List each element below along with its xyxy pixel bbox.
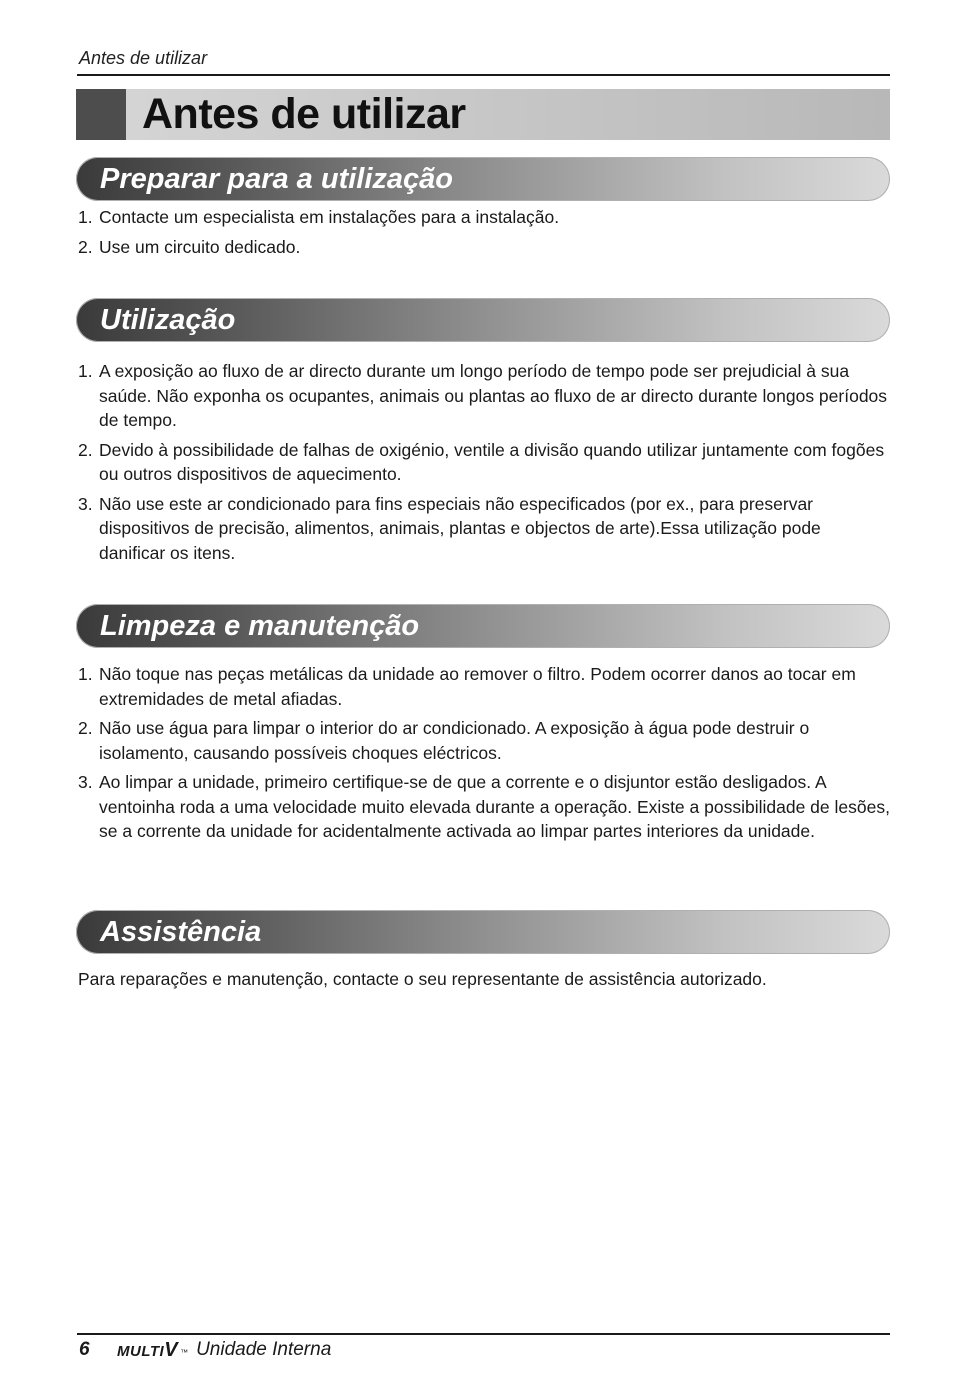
list-item xyxy=(78,359,890,433)
title-block-accent xyxy=(76,89,126,140)
list-item-number: 2. xyxy=(78,718,93,738)
page-title-bar xyxy=(76,89,890,140)
assistencia-paragraph: Para reparações e manutenção, contacte o seu representante de assistência autorizado. xyxy=(78,969,767,989)
footer-rule xyxy=(77,1333,890,1335)
list-item-number: 1. xyxy=(78,664,93,684)
section-list-utilizacao xyxy=(78,359,890,570)
footer xyxy=(79,1337,331,1363)
section-header-utilizacao xyxy=(76,298,890,342)
list-item-text: Devido à possibilidade de falhas de oxigénio, ventile a divisão quando utilizar juntamente com fogões ou outros dispositivos de aquecimento. xyxy=(99,439,885,484)
section-header-assistencia xyxy=(76,910,890,954)
header-rule xyxy=(77,74,890,76)
list-item-text: Não use este ar condicionado para fins especiais não especificados (por ex., para preservar dispositivos de precisão, alimentos, animais, plantas e objectos de arte).Essa utilização pode danificar os itens. xyxy=(99,493,821,563)
section-title: Limpeza e manutenção xyxy=(100,610,420,642)
list-item-text: Não toque nas peças metálicas da unidade ao remover o filtro. Podem ocorrer danos ao tocar em extremidades de metal afiadas. xyxy=(99,664,856,709)
list-item-number: 1. xyxy=(78,207,93,227)
logo-text: MULTI xyxy=(117,1342,165,1360)
section-header-limpeza xyxy=(76,604,890,648)
page-number: 6 xyxy=(79,1339,90,1360)
section-list-preparar xyxy=(78,205,890,264)
multi-v-logo xyxy=(117,1339,178,1362)
list-item-text: Contacte um especialista em instalações para a instalação. xyxy=(99,207,560,227)
unit-label: Unidade Interna xyxy=(196,1339,332,1360)
list-item-text: A exposição ao fluxo de ar directo durante um longo período de tempo pode ser prejudicial à sua saúde. Não exponha os ocupantes, animais ou plantas ao fluxo de ar directo durante longos períodos de tempo. xyxy=(99,361,888,430)
list-item-text: Ao limpar a unidade, primeiro certifique-se de que a corrente e o disjuntor estão desligados. A ventoinha roda a uma velocidade muito elevada durante a operação. Existe a possibilidade de lesões, se a corrente da unidade for acidentalmente activada ao limpar partes interiores da unidade. xyxy=(99,772,890,841)
list-item-text: Use um circuito dedicado. xyxy=(99,236,301,257)
section-title: Utilização xyxy=(100,304,236,336)
list-item xyxy=(78,205,890,230)
list-item-text: Não use água para limpar o interior do ar condicionado. A exposição à água pode destruir o isolamento, causando possíveis choques eléctricos. xyxy=(99,718,810,763)
section-title: Assistência xyxy=(100,916,262,948)
list-item xyxy=(78,716,890,765)
list-item xyxy=(78,662,890,711)
running-header: Antes de utilizar xyxy=(79,48,208,68)
section-title: Preparar para a utilização xyxy=(100,163,453,195)
list-item xyxy=(78,438,890,487)
list-item-number: 3. xyxy=(78,772,93,792)
logo-trademark: ™ xyxy=(180,1348,189,1357)
list-item-number: 2. xyxy=(78,236,93,257)
section-header-preparar xyxy=(76,157,890,201)
list-item xyxy=(78,235,890,260)
list-item xyxy=(78,770,890,844)
page-title: Antes de utilizar xyxy=(142,90,466,138)
list-item xyxy=(78,492,890,566)
section-list-limpeza xyxy=(78,662,890,849)
logo-v: V xyxy=(164,1338,179,1361)
list-item-number: 1. xyxy=(78,361,93,381)
list-item-number: 3. xyxy=(78,493,93,514)
list-item-number: 2. xyxy=(78,439,93,460)
